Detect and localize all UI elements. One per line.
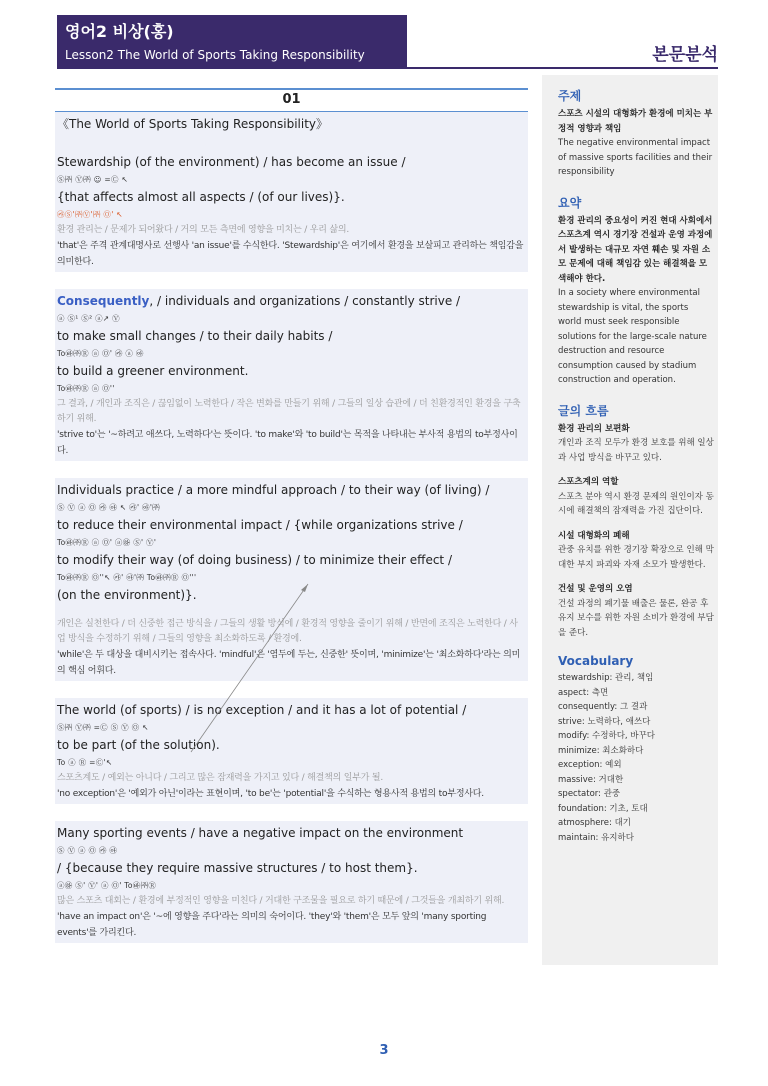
flow-item-title: 건설 및 운영의 오염 xyxy=(558,584,633,594)
english-line: {that affects almost all aspects / (of our lives)}. xyxy=(57,190,345,204)
summary-korean: 환경 관리의 중요성이 커진 현대 사회에서 스포츠계 역시 경기장 건설과 운영 과정에서 발생하는 대규모 자연 훼손 및 자원 소모 문제에 대해 책임감 있는 해결책을 모색해야 한다. xyxy=(558,215,713,284)
vocab-item: minimize: 최소화하다 xyxy=(558,745,644,756)
grammar-note: 'strive to'는 '~하려고 애쓰다, 노력하다'는 뜻이다. 'to make'와 'to build'는 목적을 나타내는 부사적 용법의 to부정사이다. xyxy=(57,430,518,456)
passage-number: 01 xyxy=(55,90,528,112)
grammar-annotation: To㉳㈜Ⓡ ⓐ Ⓞ' ⓐ㉻ Ⓢ' Ⓥ' xyxy=(57,538,157,547)
english-line: (on the environment)}. xyxy=(57,588,197,602)
topic-english: The negative environmental impact of massive sports facilities and their responsibility xyxy=(558,138,713,177)
section-tag: 본문분석 xyxy=(652,45,718,65)
grammar-annotation: ⓐ Ⓢ¹ Ⓢ² ⓐ↗ Ⓥ xyxy=(57,314,120,323)
vocab-item: aspect: 측면 xyxy=(558,687,609,698)
vocab-item: maintain: 유지하다 xyxy=(558,832,634,843)
analysis-block xyxy=(55,821,528,943)
sidebar xyxy=(542,75,718,965)
grammar-annotation: Ⓢ Ⓥ ⓐ Ⓞ ㉸ ㉵ ↖ ㉸' ㉵'㈜ xyxy=(57,503,160,512)
english-line: / {because they require massive structures / to host them}. xyxy=(57,861,418,875)
analysis-block xyxy=(55,289,528,461)
english-line: Consequently, / individuals and organizations / constantly strive / xyxy=(57,294,461,308)
title-box xyxy=(57,15,407,69)
passage-analysis xyxy=(55,88,528,943)
korean-translation: 개인은 실천한다 / 더 신중한 접근 방식을 / 그들의 생활 방식에 / 환경적 영향을 줄이기 위해 / 반면에 조직은 노력한다 / 사업 방식을 수정하기 위해 / 그들의 영향을 최소화하도록 / 환경에. xyxy=(57,619,518,644)
summary-english: In a society where environmental stewardship is vital, the sports world must seek responsible solutions for the large-scale nature destruction and resource consumption caused by stadium construction and operation. xyxy=(558,288,707,385)
korean-translation: 환경 관리는 / 문제가 되어왔다 / 거의 모든 측면에 영향을 미치는 / 우리 삶의. xyxy=(57,225,350,235)
english-line: The world (of sports) / is no exception / and it has a lot of potential / xyxy=(57,703,467,717)
flow-item-body: 개인과 조직 모두가 환경 보호를 위해 일상과 사업 방식을 바꾸고 있다. xyxy=(558,438,714,463)
korean-translation: 많은 스포츠 대회는 / 환경에 부정적인 영향을 미친다 / 거대한 구조물을 필요로 하기 때문에 / 그것들을 개최하기 위해. xyxy=(57,896,505,906)
grammar-annotation: Ⓢ㈜ Ⓥ㈜ =Ⓒ Ⓢ Ⓥ Ⓞ ↖ xyxy=(57,723,149,732)
grammar-annotation: To㉳㈜Ⓡ ⓐ Ⓞ' ㉸ ⓐ ㉵ xyxy=(57,349,144,358)
grammar-annotation: Ⓢ㈜ Ⓥ㈜ ☺ =Ⓒ ↖ xyxy=(57,175,129,184)
vocab-item: modify: 수정하다, 바꾸다 xyxy=(558,731,655,741)
vocab-item: foundation: 기초, 토대 xyxy=(558,803,648,814)
flow-item-body: 관중 유치를 위한 경기장 확장으로 인해 막대한 부지 파괴와 자재 소모가 발생한다. xyxy=(558,545,714,570)
vocab-item: stewardship: 관리, 책임 xyxy=(558,673,654,683)
english-line: to modify their way (of doing business) / to minimize their effect / xyxy=(57,553,452,567)
textbook-title: 영어2 비상(홍) xyxy=(65,22,174,41)
korean-translation: 그 결과, / 개인과 조직은 / 끊임없이 노력한다 / 작은 변화를 만들기 위해 / 그들의 일상 습관에 / 더 친환경적인 환경을 구축하기 위해. xyxy=(57,399,521,424)
vocab-item: massive: 거대한 xyxy=(558,774,624,785)
summary-heading: 요약 xyxy=(558,195,582,210)
page-number: 3 xyxy=(379,1043,389,1058)
vocab-item: consequently: 그 결과 xyxy=(558,702,648,712)
english-line: Stewardship (of the environment) / has become an issue / xyxy=(57,155,406,169)
grammar-note: 'while'은 두 대상을 대비시키는 접속사다. 'mindful'은 '염두에 두는, 신중한' 뜻이며, 'minimize'는 '최소화하다'라는 의미의 핵심 어휘다. xyxy=(57,650,521,676)
flow-heading: 글의 흐름 xyxy=(558,403,609,418)
flow-item-title: 시설 대형화의 폐해 xyxy=(558,530,630,541)
english-line: Individuals practice / a more mindful approach / to their way (of living) / xyxy=(57,483,490,497)
flow-item-body: 건설 과정의 폐기물 배출은 물론, 완공 후 유지 보수를 위한 자원 소비가 환경에 부담을 준다. xyxy=(558,598,714,638)
english-line: to build a greener environment. xyxy=(57,364,249,378)
flow-item-title: 스포츠계의 역할 xyxy=(558,477,619,487)
reference-arrow xyxy=(183,580,383,760)
lesson-title: Lesson2 The World of Sports Taking Responsibility xyxy=(65,48,365,62)
grammar-annotation: ⓐ㉻ Ⓢ' Ⓥ' ⓐ Ⓞ' To㉳㈜Ⓡ xyxy=(57,881,157,890)
english-line: to make small changes / to their daily habits / xyxy=(57,329,333,343)
topic-heading: 주제 xyxy=(558,89,582,103)
passage-heading: 《The World of Sports Taking Responsibility》 xyxy=(57,117,329,131)
grammar-annotation: To㉳㈜Ⓡ ⓐ Ⓞ'' xyxy=(57,384,115,393)
grammar-annotation: To ⓐ Ⓡ =Ⓒ'↖ xyxy=(57,758,113,767)
grammar-annotation: To㉳㈜Ⓡ Ⓞ''↖ ㉸' ㉵'㈜ To㉳㈜Ⓡ Ⓞ''' xyxy=(57,573,197,582)
vocab-item: exception: 예외 xyxy=(558,760,622,770)
header-rule xyxy=(407,67,718,69)
analysis-block xyxy=(55,112,528,272)
grammar-note: 'no exception'은 '예외가 아닌'이라는 표현이며, 'to be'는 'potential'을 수식하는 형용사적 용법의 to부정사다. xyxy=(57,789,484,799)
english-line: to be part (of the solution). xyxy=(57,738,220,752)
grammar-note: 'have an impact on'은 '~에 영향을 주다'라는 의미의 숙어이다. 'they'와 'them'은 모두 앞의 'many sporting events'를 가리킨다. xyxy=(57,912,487,938)
korean-translation: 스포츠계도 / 예외는 아니다 / 그리고 많은 잠재력을 가지고 있다 / 해결책의 일부가 될. xyxy=(57,773,384,783)
topic-korean: 스포츠 시설의 대형화가 환경에 미치는 부정적 영향과 책임 xyxy=(558,109,713,134)
english-line: Many sporting events / have a negative impact on the environment xyxy=(57,826,464,840)
vocab-item: atmosphere: 대기 xyxy=(558,818,631,828)
english-line: to reduce their environmental impact / {while organizations strive / xyxy=(57,518,463,532)
grammar-annotation: Ⓢ Ⓥ ⓐ Ⓞ ㉸ ㉵ xyxy=(57,846,118,855)
vocabulary-heading: Vocabulary xyxy=(558,654,634,668)
vocab-item: strive: 노력하다, 애쓰다 xyxy=(558,716,651,727)
grammar-annotation: ㉸Ⓢ'㈜Ⓥ'㈜ Ⓞ' ↖ xyxy=(57,210,123,219)
flow-item-title: 환경 관리의 보편화 xyxy=(558,423,630,434)
keyword-highlight: Consequently xyxy=(57,294,150,308)
vocab-item: spectator: 관중 xyxy=(558,789,621,799)
flow-item-body: 스포츠 분야 역시 환경 문제의 원인이자 동시에 해결책의 잠재력을 가진 집단이다. xyxy=(558,491,714,516)
grammar-note: 'that'은 주격 관계대명사로 선행사 'an issue'를 수식한다. 'Stewardship'은 여기에서 환경을 보살피고 관리하는 책임감을 의미한다. xyxy=(57,241,524,267)
